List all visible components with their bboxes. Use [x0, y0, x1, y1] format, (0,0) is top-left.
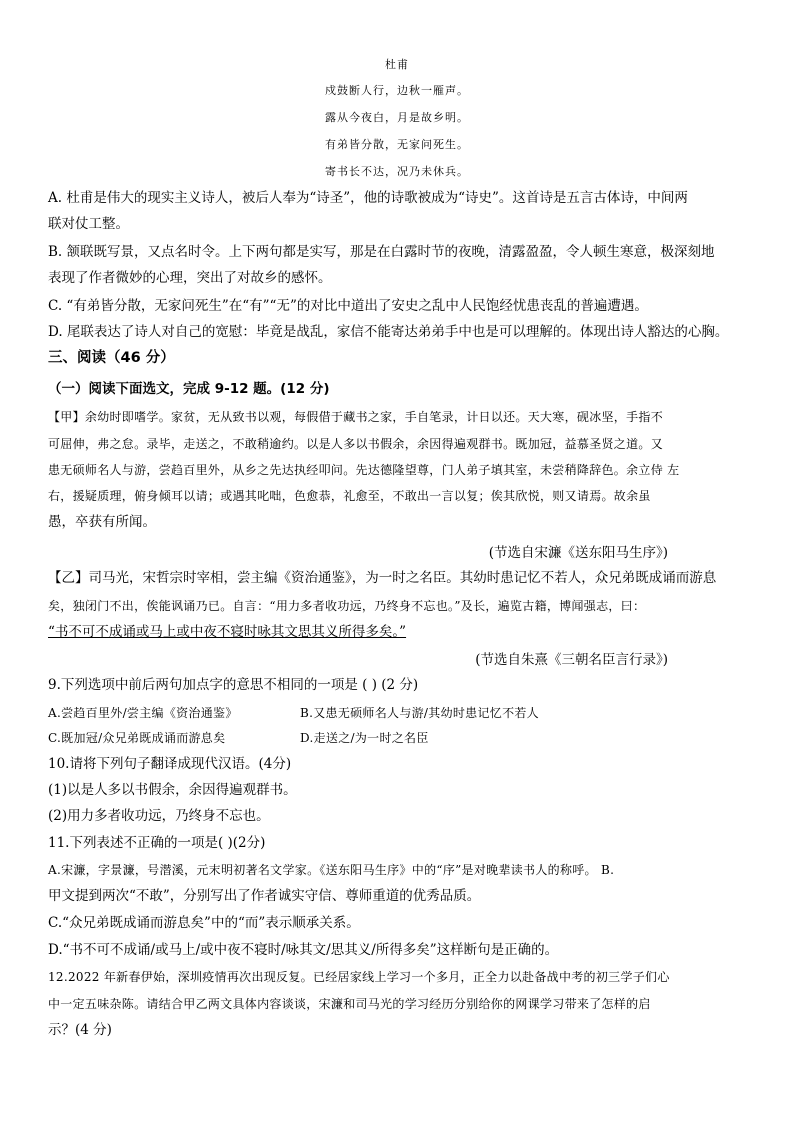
- q11-option-d: D.“书不可不成诵/或马上/或中夜不寝时/咏其文/思其义/所得多矣”这样断句是正确的。: [48, 942, 559, 958]
- yi-line-1: 【乙】司马光，宋哲宗时宰相，尝主编《资治通鉴》，为一时之名臣。其幼时患记忆不若人，众兄弟既成诵而游息: [48, 570, 717, 586]
- yi-line-2: 矣，独闭门不出，俟能讽诵乃已。自言：“用力多者收功远，乃终身不忘也。”及长，遍览古籍，博闻强志，曰：: [48, 599, 646, 613]
- jia-line-4: 右，援疑质理，俯身倾耳以请；或遇其叱咄，色愈恭，礼愈至，不敢出一言以复；俟其欣悦，则又请焉。故余虽: [48, 489, 651, 503]
- q11-option-a-line-1: A.宋濂，字景濂，号潜溪，元末明初著名文学家。《送东阳马生序》中的“序”是对晚辈读书人的称呼。 B.: [48, 863, 615, 877]
- yi-source: (节选自朱熹《三朝名臣言行录》): [475, 652, 668, 668]
- q9-option-d: D.走送之/为一时之名臣: [300, 731, 429, 745]
- jia-source: (节选自宋濂《送东阳马生序》): [488, 545, 668, 561]
- q9-stem: 9.下列选项中前后两句加点字的意思不相同的一项是 ( ) (2 分): [48, 677, 419, 693]
- q11-option-c: C.“众兄弟既成诵而游息矣”中的“而”表示顺承关系。: [48, 915, 360, 931]
- poem-line-2: 露从今夜白，月是故乡明。: [325, 111, 469, 124]
- q11-option-a-line-2: 甲文提到两次“不敢”，分别写出了作者诚实守信、尊师重道的优秀品质。: [48, 888, 481, 904]
- jia-line-3: 患无硕师名人与游，尝趋百里外，从乡之先达执经叩问。先达德隆望尊，门人弟子填其室，未尝稍降辞色。余立侍 左: [48, 463, 680, 477]
- poem-option-a-line-2: 联对仗工整。: [48, 216, 129, 232]
- poem-author: 杜甫: [385, 58, 409, 71]
- poem-line-4: 寄书长不达，况乃未休兵。: [325, 165, 469, 178]
- jia-line-2: 可屈伸，弗之怠。录毕，走送之，不敢稍逾约。以是人多以书假余，余因得遍观群书。既加冠，益慕圣贤之道。又: [48, 437, 664, 451]
- q11-stem: 11.下列表述不正确的一项是( )(2分): [48, 835, 266, 851]
- q12-line-1: 12.2022 年新春伊始，深圳疫情再次出现反复。已经居家线上学习一个多月，正全力以赴备战中考的初三学子们心: [48, 970, 670, 984]
- poem-option-a-line-1: A. 杜甫是伟大的现实主义诗人，被后人奉为“诗圣”，他的诗歌被成为“诗史”。这首诗是五言古体诗，中间两: [48, 190, 688, 206]
- q9-option-a: A.尝趋百里外/尝主编《资治通鉴》: [48, 706, 238, 720]
- q9-option-b: B.又患无硕师名人与游/其幼时患记忆不若人: [300, 706, 539, 720]
- jia-line-5: 愚，卒获有所闻。: [48, 514, 156, 530]
- yi-line-3-underlined: “书不可不成诵或马上或中夜不寝时咏其文思其义所得多矣。”: [48, 624, 407, 640]
- q10-sentence-1: (1)以是人多以书假余，余因得遍观群书。: [48, 782, 297, 798]
- q9-option-c: C.既加冠/众兄弟既成诵而游息矣: [48, 731, 226, 745]
- poem-line-1: 戍鼓断人行，边秋一雁声。: [325, 84, 469, 97]
- poem-option-b-line-1: B. 颔联既写景，又点名时令。上下两句都是实写，那是在白露时节的夜晚，清露盈盈，令人顿生寒意，极深刻地: [48, 244, 715, 260]
- q10-sentence-2: (2)用力多者收功远，乃终身不忘也。: [48, 808, 270, 824]
- section-subheading: （一）阅读下面选文，完成 9-12 题。(12 分): [48, 381, 330, 397]
- q10-stem: 10.请将下列句子翻译成现代汉语。(4分): [48, 756, 292, 772]
- jia-line-1: 【甲】余幼时即嗜学。家贫，无从致书以观，每假借于藏书之家，手自笔录，计日以还。天大寒，砚冰坚，手指不: [48, 410, 664, 424]
- poem-option-b-line-2: 表现了作者微妙的心理，突出了对故乡的感怀。: [48, 270, 332, 286]
- poem-option-c: C. “有弟皆分散，无家问死生”在“有”“无”的对比中道出了安史之乱中人民饱经忧患丧乱的普遍遭遇。: [48, 298, 648, 314]
- poem-option-d: D. 尾联表达了诗人对自己的宽慰：毕竟是战乱，家信不能寄达弟弟手中也是可以理解的。体现出诗人豁达的心胸。: [48, 324, 729, 340]
- q12-line-2: 中一定五味杂陈。请结合甲乙两文具体内容谈谈，宋濂和司马光的学习经历分别给你的网课学习带来了怎样的启: [48, 997, 651, 1011]
- poem-line-3: 有弟皆分散，无家问死生。: [325, 138, 469, 151]
- section-heading: 三、阅读（46 分）: [48, 350, 175, 366]
- q12-line-3: 示？(4 分): [48, 1022, 112, 1038]
